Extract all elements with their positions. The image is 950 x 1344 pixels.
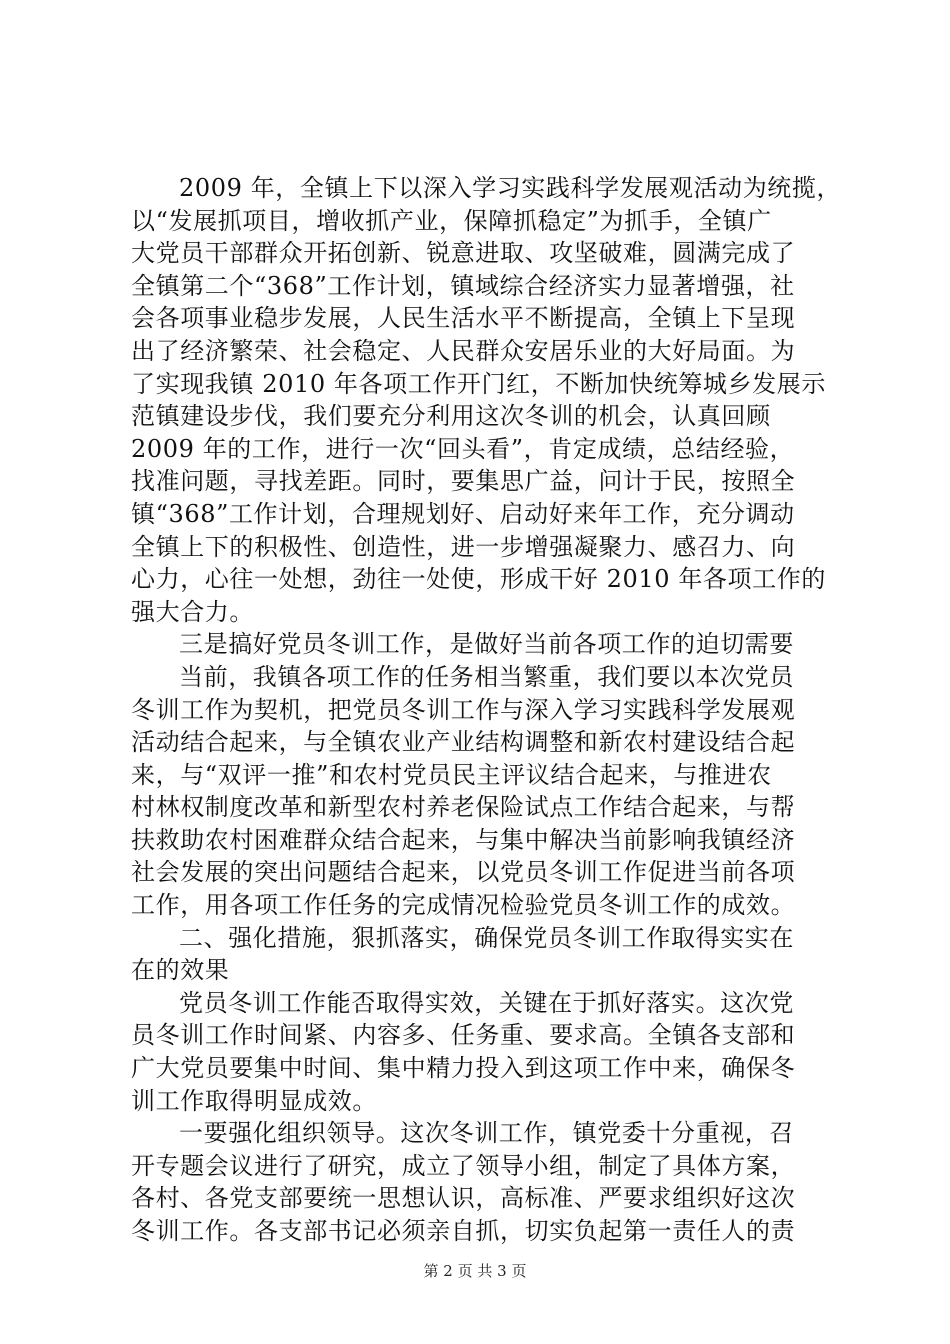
text-line: 党员冬训工作能否取得实效，关键在于抓好落实。这次党 <box>179 988 794 1017</box>
text-line: 以“发展抓项目，增收抓产业，保障抓稳定”为抓手，全镇广 <box>131 206 772 235</box>
text-line: 开专题会议进行了研究，成立了领导小组，制定了具体方案， <box>131 1151 796 1180</box>
text-line: 全镇第二个“368”工作计划，镇域综合经济实力显著增强，社 <box>131 271 795 300</box>
text-line: 2009 年的工作，进行一次“回头看”，肯定成绩，总结经验， <box>131 434 795 463</box>
text-line: 出了经济繁荣、社会稳定、人民群众安居乐业的大好局面。为 <box>131 336 796 365</box>
text-line: 会各项事业稳步发展，人民生活水平不断提高，全镇上下呈现 <box>131 304 796 333</box>
text-line: 范镇建设步伐，我们要充分利用这次冬训的机会，认真回顾 <box>131 402 771 431</box>
text-line: 全镇上下的积极性、创造性，进一步增强凝聚力、感召力、向 <box>131 532 796 561</box>
text-line: 2009 年，全镇上下以深入学习实践科学发展观活动为统揽， <box>179 174 842 202</box>
text-line: 员冬训工作时间紧、内容多、任务重、要求高。全镇各支部和 <box>131 1021 796 1050</box>
text-line: 强大合力。 <box>131 597 254 626</box>
text-line: 扶救助农村困难群众结合起来，与集中解决当前影响我镇经济 <box>131 825 796 854</box>
text-line: 广大党员要集中时间、集中精力投入到这项工作中来，确保冬 <box>131 1054 796 1083</box>
page-number-footer: 第 2 页 共 3 页 <box>423 1262 527 1280</box>
text-line: 镇“368”工作计划，合理规划好、启动好来年工作，充分调动 <box>131 499 795 528</box>
text-line: 各村、各党支部要统一思想认识，高标准、严要求组织好这次 <box>131 1184 796 1213</box>
text-line: 心力，心往一处想，劲往一处使，形成干好 2010 年各项工作的 <box>131 565 826 594</box>
document-body <box>131 172 842 1248</box>
text-line: 社会发展的突出问题结合起来，以党员冬训工作促进当前各项 <box>131 858 796 887</box>
text-line: 了实现我镇 2010 年各项工作开门红，不断加快统筹城乡发展示 <box>131 369 826 398</box>
text-line: 训工作取得明显成效。 <box>131 1086 377 1115</box>
section-heading: 三是搞好党员冬训工作，是做好当前各项工作的迫切需要 <box>179 630 794 659</box>
text-line: 村林权制度改革和新型农村养老保险试点工作结合起来，与帮 <box>131 793 796 822</box>
section-heading: 二、强化措施，狠抓落实，确保党员冬训工作取得实实在 <box>179 923 794 952</box>
text-line: 来，与“双评一推”和农村党员民主评议结合起来，与推进农 <box>131 760 772 789</box>
text-line: 冬训工作为契机，把党员冬训工作与深入学习实践科学发展观 <box>131 695 796 724</box>
text-line: 冬训工作。各支部书记必须亲自抓，切实负起第一责任人的责 <box>131 1217 796 1245</box>
text-line: 大党员干部群众开拓创新、锐意进取、攻坚破难，圆满完成了 <box>131 239 796 268</box>
section-heading-cont: 在的效果 <box>131 956 230 985</box>
text-line: 工作，用各项工作任务的完成情况检验党员冬训工作的成效。 <box>131 891 796 920</box>
text-line: 一要强化组织领导。这次冬训工作，镇党委十分重视，召 <box>179 1119 794 1148</box>
text-line: 找准问题，寻找差距。同时，要集思广益，问计于民，按照全 <box>131 467 796 496</box>
text-line: 活动结合起来，与全镇农业产业结构调整和新农村建设结合起 <box>131 728 796 757</box>
text-line: 当前，我镇各项工作的任务相当繁重，我们要以本次党员 <box>179 662 794 691</box>
